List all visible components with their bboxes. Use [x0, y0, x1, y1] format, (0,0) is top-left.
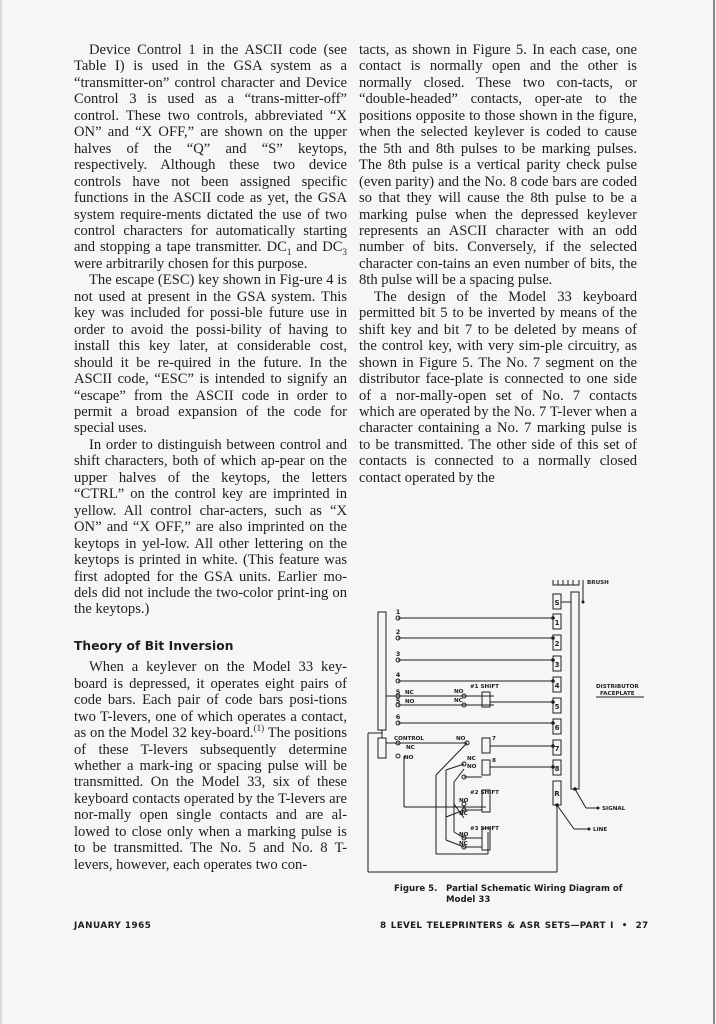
control-bar	[378, 738, 386, 758]
paragraph-tail: were arbitrarily chosen for this purpose.	[74, 255, 308, 272]
and-text: and	[291, 239, 323, 256]
no-label: NO	[404, 755, 414, 761]
paragraph-bit-inversion	[74, 659, 347, 873]
figure-label: Figure 5.	[394, 884, 438, 894]
no-label: NO	[459, 832, 469, 838]
dc-text: DC	[266, 239, 287, 256]
segment-label: S	[554, 599, 560, 607]
paragraph-escape-key: The escape (ESC) key shown in Fig-ure 4 is not used at present in the GSA system. This key was included for possi-ble future use in order to avoid the possi-bility of having to install this key later, at considerable cost, should it be re-quired in the future. In the ASCII code, “ESC” is intended to signify an “escape” from the ASCII code in order to permit a broad expansion of the code for special uses.	[74, 272, 347, 437]
bullet-separator: •	[621, 921, 628, 931]
paragraph-device-control	[74, 42, 347, 272]
faceplate-rail	[571, 592, 579, 789]
no-label: NO	[454, 689, 464, 695]
segment-label: 5	[554, 703, 560, 711]
subscript: 3	[342, 247, 347, 258]
no-label: NO	[405, 699, 415, 705]
contact-number: 3	[395, 650, 401, 658]
t-lever-7-label: 7	[492, 736, 496, 742]
figure-caption	[394, 884, 654, 906]
left-text-column	[74, 42, 347, 873]
shift1-label: #1 SHIFT	[470, 684, 499, 690]
contact-number: 1	[395, 608, 401, 616]
schematic-diagram	[364, 572, 654, 882]
faceplate-label: FACEPLATE	[600, 691, 635, 697]
no-label: NO	[459, 798, 469, 804]
brush-comb	[553, 580, 579, 585]
figure-5-wiring-diagram	[364, 572, 654, 882]
segment-label: 3	[554, 661, 560, 669]
page-left-edge-shadow	[0, 0, 3, 1024]
brush-label: BRUSH	[587, 580, 609, 586]
footnote-reference: (1)	[253, 723, 265, 734]
nc-label: NC	[406, 745, 415, 751]
segment-label: 4	[554, 682, 560, 690]
line-label: LINE	[593, 827, 608, 833]
nc-label: NC	[405, 690, 414, 696]
faceplate-label: DISTRIBUTOR	[596, 684, 639, 690]
dc-text: DC	[322, 239, 343, 256]
paragraph-double-headed-contacts: tacts, as shown in Figure 5. In each case, one contact is normally open and the other is normally closed. These two con-tacts, or “double-headed” contacts, oper-ate to the positions opposite to those shown in the figure, when the selected keylever is coded to cause the 5th and 8th pulses to be marking pulses. The 8th pulse is a vertical parity check pulse (even parity) and the No. 8 code bars are coded so that they will cause the 8th pulse to be a marking pulse when the depressed keylever represents an ASCII character with an odd number of bits. Conversely, if the selected character con-tains an even number of bits, the 8th pulse will be a spacing pulse.	[359, 42, 637, 289]
figure-caption-text: Partial Schematic Wiring Diagram of Model 33	[446, 884, 623, 905]
page-right-edge	[713, 0, 715, 1024]
right-text-column	[359, 42, 637, 486]
footer-date: JANUARY 1965	[74, 921, 152, 931]
nc-label: NC	[454, 698, 463, 704]
running-title: 8 LEVEL TELEPRINTERS & ASR SETS—PART I	[380, 921, 614, 931]
segment-label: 2	[554, 640, 560, 648]
paragraph-text: Device Control 1 in the ASCII code (see Table I) is used in the GSA system as a “transmitter-on” control character and Device Control 3 is used as a “trans-mitter-off” control. These two controls, abbreviated “X ON” and “X OFF,” are shown on the upper halves of the “Q” and “S” keytops, respectively. Although these two device controls have not been assigned specific functions in the ASCII code as yet, the GSA system require-ments dictated the use of two control characters for automatically starting and stopping a tape transmitter.	[74, 42, 347, 256]
contact-number: 4	[395, 671, 401, 679]
keyboard-common-bar	[378, 612, 386, 730]
paragraph-text: When a keylever on the Model 33 key-board is depressed, it operates eight pairs of code bars. Each pair of code bars posi-tions two T-levers, one of which operates a contact, as on the Model 32 key-board.	[74, 659, 347, 742]
shift2-label: #2 SHIFT	[470, 790, 499, 796]
segment-label: 8	[554, 765, 560, 773]
page-number: 27	[635, 921, 649, 931]
segment-label: 7	[554, 745, 560, 753]
control-label: CONTROL	[394, 736, 424, 742]
segment-label: R	[554, 790, 560, 798]
contact-number: 2	[395, 628, 401, 636]
shift3-label: #3 SHIFT	[470, 826, 499, 832]
nc-label: NC	[459, 811, 468, 817]
nc-label: NC	[467, 756, 476, 762]
t-lever-8-label: 8	[492, 758, 496, 764]
contact-number: 6	[395, 713, 401, 721]
contact-number: 5	[395, 688, 401, 696]
no-label: NO	[456, 736, 466, 742]
no-label: NO	[467, 764, 477, 770]
section-heading: Theory of Bit Inversion	[74, 638, 234, 653]
paragraph-two-color: In order to distinguish between control and shift characters, both of which ap-pear on the upper halves of the keytops, the letters “CTRL” on the control key are imprinted in yellow. All control char-acters, such as “X ON” and “X OFF,” are also imprinted on the keytops in yel-low. All other lettering on the keytops is printed in white. (This feature was first adopted for the GSA units. Earlier mo-dels did not include the two-color print-ing on the keytops.)	[74, 436, 347, 618]
segment-label: 6	[554, 724, 560, 732]
footer-running-title	[380, 921, 648, 931]
paragraph-text: The positions of these T-levers subsequently determine whether a mark-ing or spacing pulse will be transmitted. On the Model 33, six of these keyboard contacts operated by the T-levers are nor-mally open single contacts and are al-lowed to close only when a marking pulse is to be transmitted. The No. 5 and No. 8 T-levers, however, each operates two con-	[74, 725, 348, 873]
segment-label: 1	[554, 619, 560, 627]
paragraph-model33-design: The design of the Model 33 keyboard permitted bit 5 to be inverted by means of the shift key and bit 7 to be deleted by means of the control key, with very sim-ple circuitry, as shown in Figure 5. The No. 7 segment on the distributor face-plate is connected to one side of a nor-mally-open set of No. 7 contacts which are operated by the No. 7 T-lever when a character containing a No. 7 marking pulse is to be transmitted. The other side of this set of contacts is connected to a normally closed contact operated by the	[359, 288, 637, 486]
nc-label: NC	[459, 841, 468, 847]
contact-number: 5	[395, 697, 401, 705]
subscript: 1	[286, 247, 292, 258]
signal-label: SIGNAL	[602, 806, 626, 812]
